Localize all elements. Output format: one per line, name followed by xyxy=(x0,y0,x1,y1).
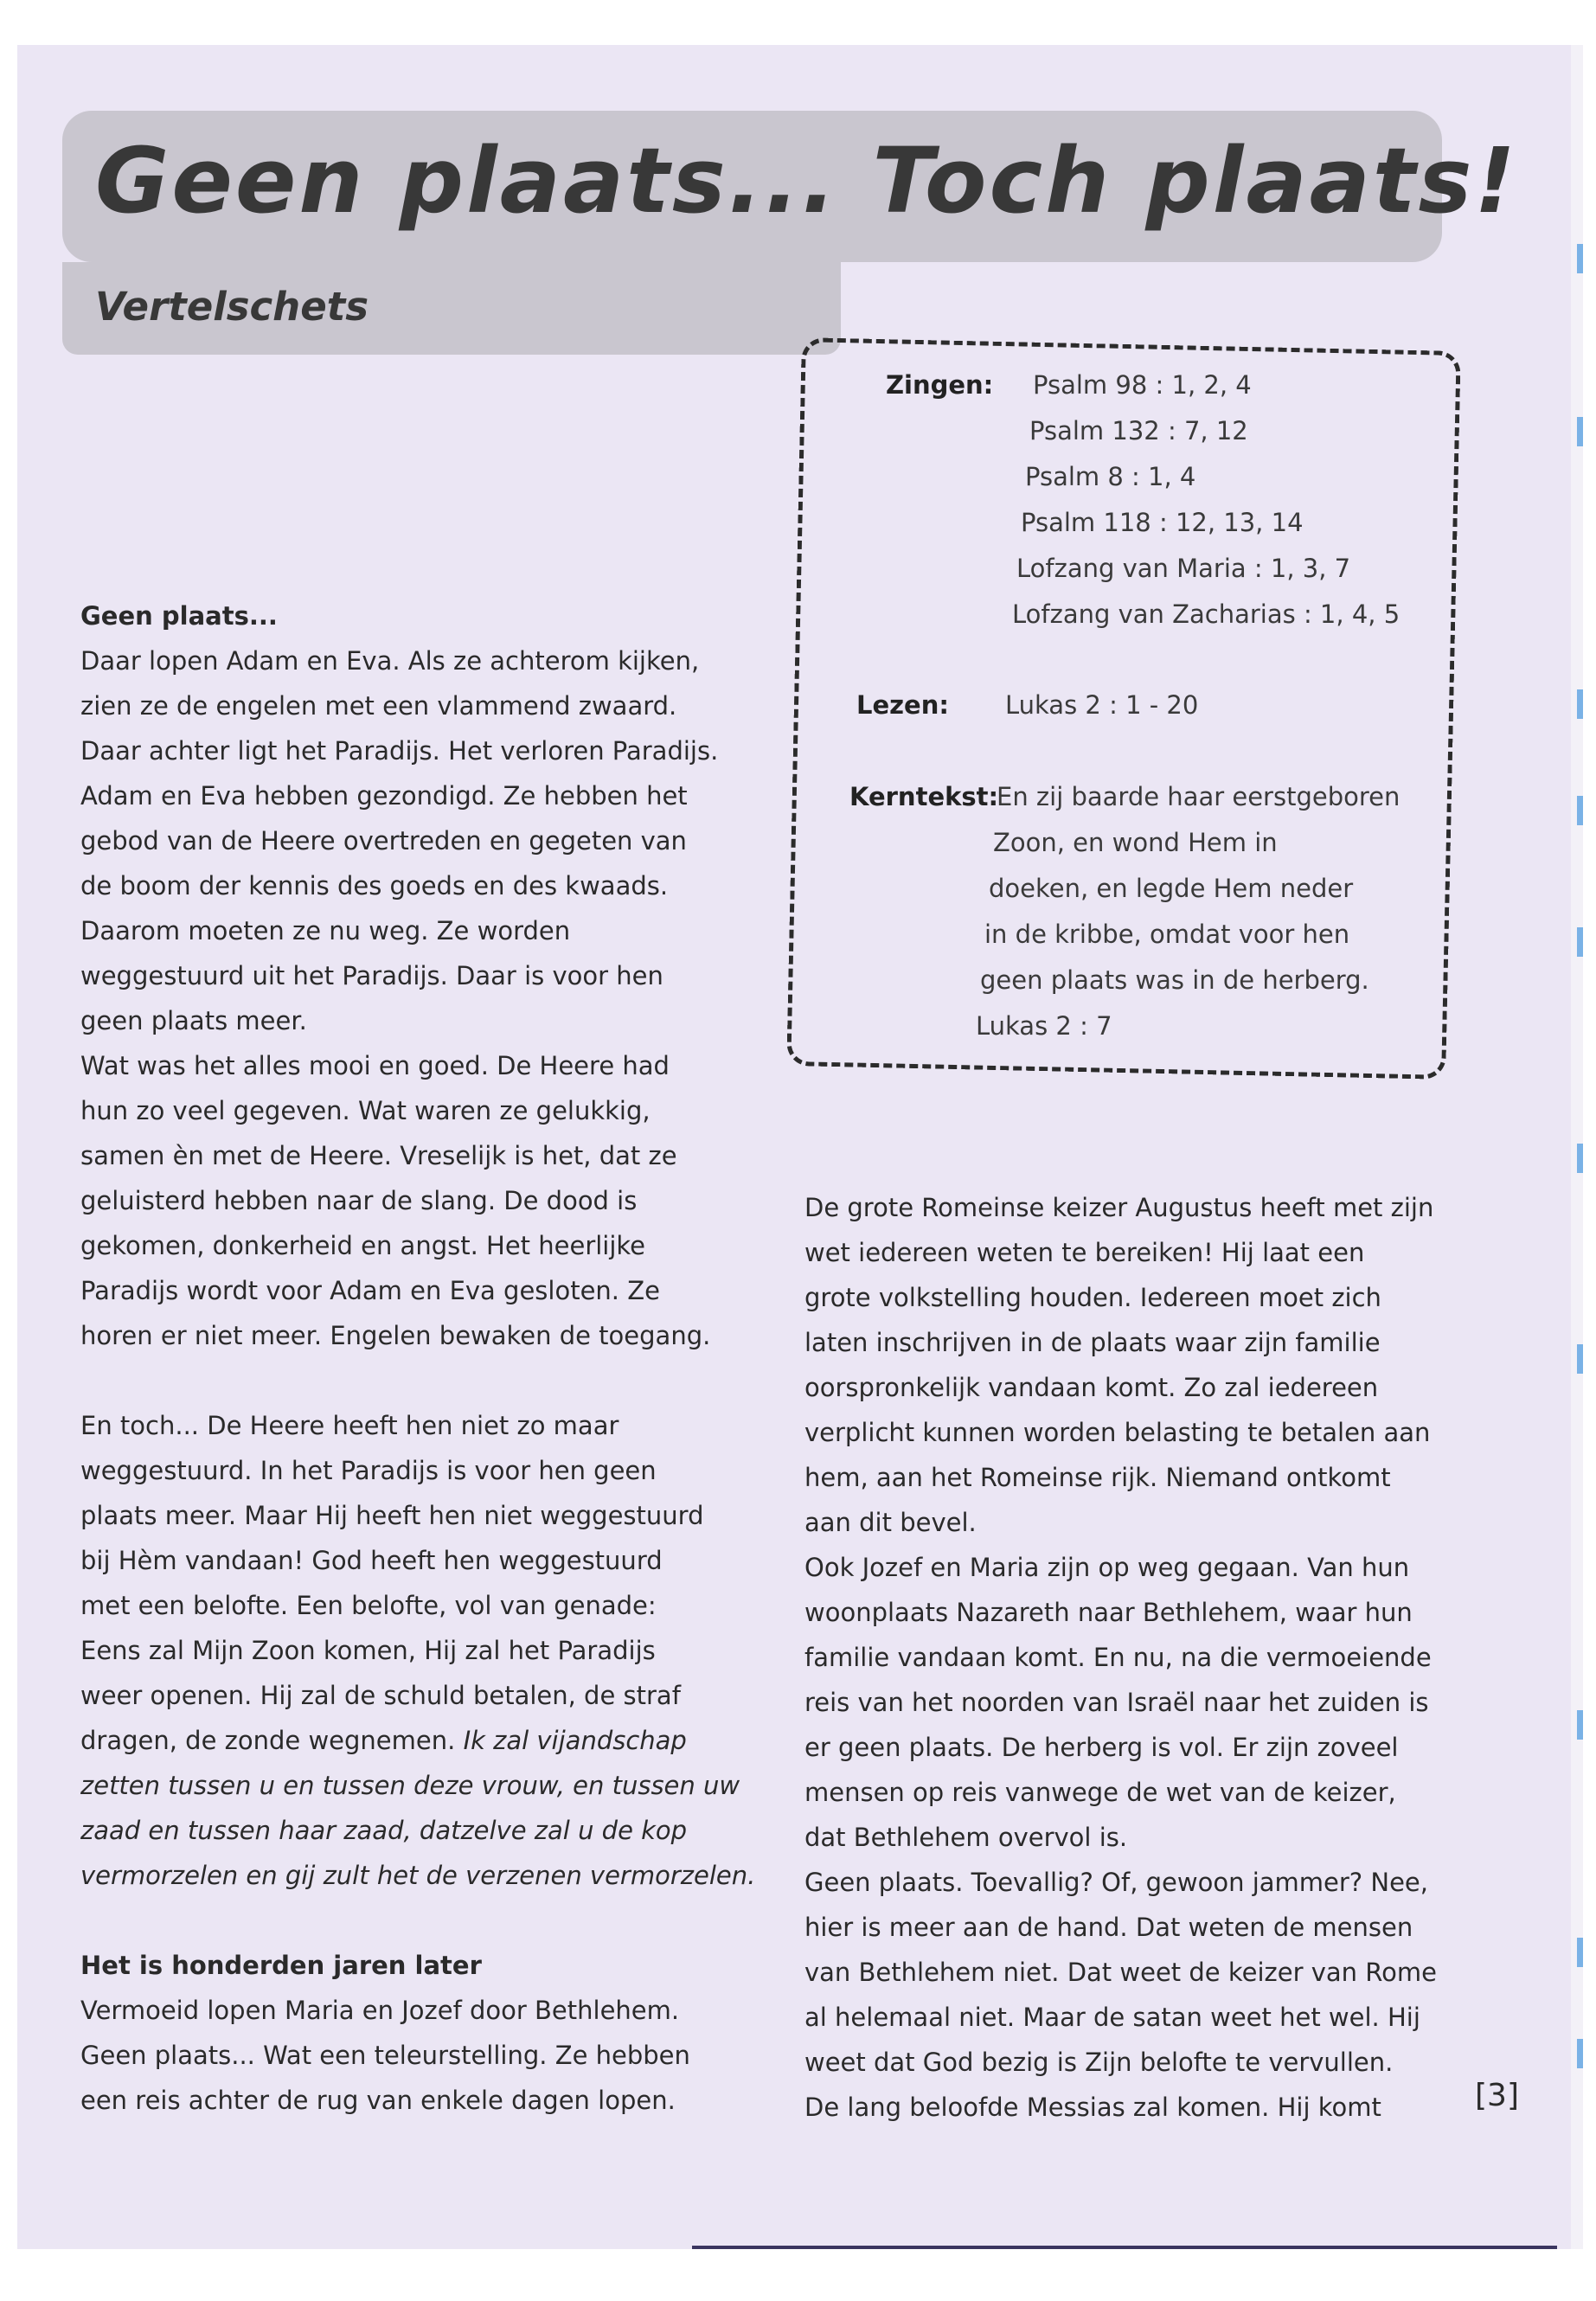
kerntekst-reference: Lukas 2 : 7 xyxy=(976,1011,1112,1041)
text-line: samen èn met de Heere. Vreselijk is het, dat ze xyxy=(80,1141,677,1170)
zingen-item: Psalm 8 : 1, 4 xyxy=(1025,462,1196,491)
text-line: geen plaats meer. xyxy=(80,1006,307,1035)
spine-mark xyxy=(1577,1344,1583,1374)
text-line: mensen op reis vanwege de wet van de keizer, xyxy=(804,1778,1396,1807)
text-line: weggestuurd uit het Paradijs. Daar is voor hen xyxy=(80,961,663,990)
paragraph-gap xyxy=(80,1358,755,1403)
text-line: verplicht kunnen worden belasting te betalen aan xyxy=(804,1418,1431,1447)
text-fragment: dragen, de zonde wegnemen. xyxy=(80,1726,464,1755)
zingen-item: Psalm 98 : 1, 2, 4 xyxy=(1033,370,1252,400)
text-line: hier is meer aan de hand. Dat weten de mensen xyxy=(804,1913,1413,1942)
text-line: plaats meer. Maar Hij heeft hen niet weggestuurd xyxy=(80,1501,704,1530)
text-line: dat Bethlehem overvol is. xyxy=(804,1823,1128,1852)
text-line: Daar achter ligt het Paradijs. Het verloren Paradijs. xyxy=(80,736,719,766)
text-line: hem, aan het Romeinse rijk. Niemand ontkomt xyxy=(804,1463,1391,1492)
kerntekst-line: Zoon, en wond Hem in xyxy=(993,828,1278,857)
text-line: De grote Romeinse keizer Augustus heeft met zijn xyxy=(804,1193,1434,1222)
text-line: aan dit bevel. xyxy=(804,1508,977,1537)
section-heading: Het is honderden jaren later xyxy=(80,1951,482,1980)
zingen-label: Zingen: xyxy=(886,370,994,400)
text-line: Daar lopen Adam en Eva. Als ze achterom kijken, xyxy=(80,646,700,676)
spine-mark xyxy=(1577,927,1583,957)
kerntekst-line: En zij baarde haar eerstgeboren xyxy=(997,782,1401,811)
text-line: grote volkstelling houden. Iedereen moet zich xyxy=(804,1283,1381,1312)
text-line: een reis achter de rug van enkele dagen lopen. xyxy=(80,2086,676,2115)
text-line: Paradijs wordt voor Adam en Eva gesloten. Ze xyxy=(80,1276,660,1305)
text-line: Adam en Eva hebben gezondigd. Ze hebben het xyxy=(80,781,688,811)
spine-mark xyxy=(1577,796,1583,825)
text-line: En toch... De Heere heeft hen niet zo maar xyxy=(80,1411,619,1440)
text-line: met een belofte. Een belofte, vol van genade: xyxy=(80,1591,657,1620)
zingen-item: Lofzang van Zacharias : 1, 4, 5 xyxy=(1012,599,1401,629)
quote-line: vermorzelen en gij zult het de verzenen vermorzelen. xyxy=(80,1861,756,1890)
text-line: Daarom moeten ze nu weg. Ze worden xyxy=(80,916,571,945)
text-line: horen er niet meer. Engelen bewaken de toegang. xyxy=(80,1321,711,1350)
page-title: Geen plaats... Toch plaats! xyxy=(95,128,1518,234)
section-heading: Geen plaats... xyxy=(80,601,278,631)
text-line: bij Hèm vandaan! God heeft hen weggestuurd xyxy=(80,1546,663,1575)
quote-line: zetten tussen u en tussen deze vrouw, en tussen uw xyxy=(80,1771,740,1800)
page-subtitle: Vertelschets xyxy=(95,284,369,330)
spine-mark xyxy=(1577,417,1583,446)
text-line: woonplaats Nazareth naar Bethlehem, waar hun xyxy=(804,1598,1413,1627)
spine-mark xyxy=(1577,1144,1583,1173)
lezen-text: Lukas 2 : 1 - 20 xyxy=(1005,690,1199,720)
kerntekst-line: doeken, en legde Hem neder xyxy=(989,874,1354,903)
bottom-edge xyxy=(692,2246,1557,2249)
text-line: weet dat God bezig is Zijn belofte te vervullen. xyxy=(804,2048,1394,2077)
text-line: Vermoeid lopen Maria en Jozef door Bethlehem. xyxy=(80,1996,680,2025)
text-line: reis van het noorden van Israël naar het zuiden is xyxy=(804,1688,1429,1717)
spine-mark xyxy=(1577,689,1583,719)
zingen-item: Lofzang van Maria : 1, 3, 7 xyxy=(1016,554,1351,583)
kerntekst-line: geen plaats was in de herberg. xyxy=(980,965,1369,995)
text-line: gekomen, donkerheid en angst. Het heerlijke xyxy=(80,1231,646,1260)
text-line: al helemaal niet. Maar de satan weet het wel. Hij xyxy=(804,2003,1420,2032)
text-line: geluisterd hebben naar de slang. De dood is xyxy=(80,1186,638,1215)
text-line: weer openen. Hij zal de schuld betalen, de straf xyxy=(80,1681,681,1710)
text-line: gebod van de Heere overtreden en gegeten van xyxy=(80,826,687,856)
quote-fragment: Ik zal vijandschap xyxy=(463,1726,687,1755)
text-line: Ook Jozef en Maria zijn op weg gegaan. Van hun xyxy=(804,1553,1410,1582)
text-line: familie vandaan komt. En nu, na die vermoeiende xyxy=(804,1643,1432,1672)
text-line: de boom der kennis des goeds en des kwaads. xyxy=(80,871,669,901)
spine-mark xyxy=(1577,1710,1583,1740)
lezen-label: Lezen: xyxy=(856,690,949,720)
spine-mark xyxy=(1577,1938,1583,1967)
text-line: hun zo veel gegeven. Wat waren ze gelukkig, xyxy=(80,1096,651,1125)
text-line: Geen plaats... Wat een teleurstelling. Ze hebben xyxy=(80,2041,690,2070)
spine-mark xyxy=(1577,2039,1583,2068)
text-line: wet iedereen weten te bereiken! Hij laat een xyxy=(804,1238,1365,1267)
kerntekst-label: Kerntekst: xyxy=(849,782,999,811)
paragraph-gap xyxy=(80,1898,755,1943)
left-column xyxy=(80,593,755,2123)
text-line: De lang beloofde Messias zal komen. Hij komt xyxy=(804,2093,1381,2122)
zingen-item: Psalm 118 : 12, 13, 14 xyxy=(1021,508,1304,537)
text-line: Geen plaats. Toevallig? Of, gewoon jammer? Nee, xyxy=(804,1868,1428,1897)
text-line: laten inschrijven in de plaats waar zijn familie xyxy=(804,1328,1381,1357)
text-line: Wat was het alles mooi en goed. De Heere had xyxy=(80,1051,670,1080)
quote-line: zaad en tussen haar zaad, datzelve zal u de kop xyxy=(80,1816,688,1845)
spine-mark xyxy=(1577,244,1583,273)
kerntekst-line: in de kribbe, omdat voor hen xyxy=(984,920,1350,949)
text-line: oorspronkelijk vandaan komt. Zo zal iedereen xyxy=(804,1373,1379,1402)
text-line xyxy=(80,1718,755,1763)
text-line: weggestuurd. In het Paradijs is voor hen geen xyxy=(80,1456,657,1485)
text-line: van Bethlehem niet. Dat weet de keizer van Rome xyxy=(804,1958,1437,1987)
text-line: Eens zal Mijn Zoon komen, Hij zal het Paradijs xyxy=(80,1636,656,1665)
text-line: zien ze de engelen met een vlammend zwaard. xyxy=(80,691,677,721)
zingen-item: Psalm 132 : 7, 12 xyxy=(1029,416,1248,445)
page-number: [3] xyxy=(1475,2078,1519,2113)
text-line: er geen plaats. De herberg is vol. Er zijn zoveel xyxy=(804,1733,1399,1762)
right-column xyxy=(804,1185,1437,2130)
